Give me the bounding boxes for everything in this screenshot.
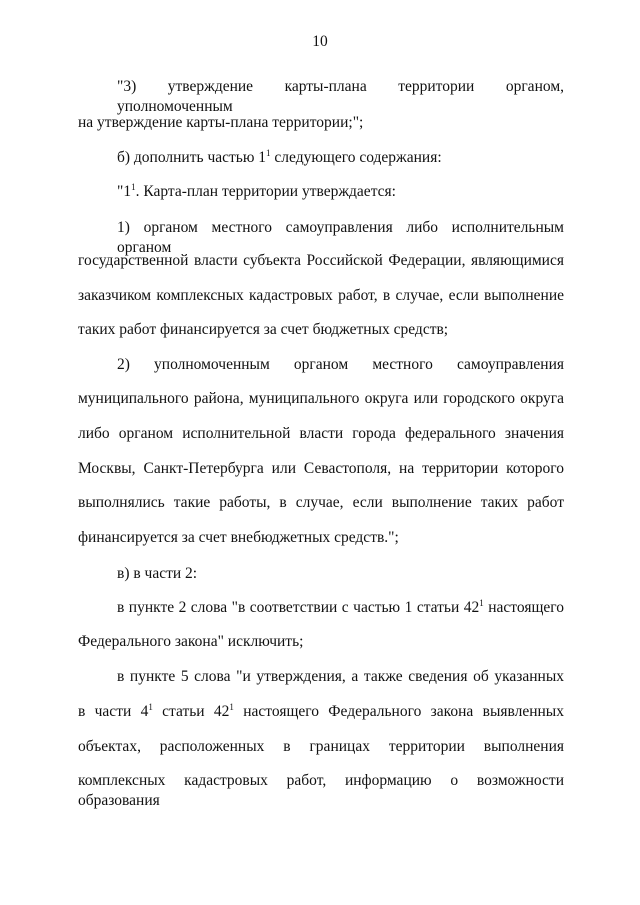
text-line-14: финансируется за счет внебюджетных средств."; [78, 529, 399, 546]
text-line-11: либо органом исполнительной власти города федерального значения [78, 425, 564, 442]
text-line-7: заказчиком комплексных кадастровых работ, в случае, если выполнение [78, 287, 564, 304]
text-line-10: муниципального района, муниципального округа или городского округа [78, 390, 564, 407]
text-line-4: "$1^1$. Карта-план территории утверждается: [117, 182, 396, 200]
text-line-8: таких работ финансируется за счет бюджетных средств; [78, 321, 449, 338]
text-line-6: государственной власти субъекта Российской Федерации, являющимися [78, 252, 564, 269]
text-line-18: в пункте 5 слова "и утверждения, а также сведения об указанных [117, 668, 564, 685]
text-line-15: в) в части 2: [117, 565, 198, 582]
text-line-13: выполнялись такие работы, в случае, если выполнение таких работ [78, 494, 564, 511]
text-line-3: б) дополнить частью $1^1$ следующего содержания: [117, 148, 442, 166]
text-line-17: Федерального закона" исключить; [78, 633, 304, 650]
page-number: 10 [312, 33, 328, 50]
text-line-2: на утверждение карты-плана территории;"; [78, 114, 364, 131]
text-line-21: комплексных кадастровых работ, информацию о возможности образования [78, 772, 564, 809]
text-line-16: в пункте 2 слова "в соответствии с частью 1 статьи $42^1$ настоящего [117, 598, 564, 616]
text-line-19: в части $4^1$ статьи $42^1$ настоящего Федерального закона выявленных [78, 702, 564, 720]
text-line-12: Москвы, Санкт-Петербурга или Севастополя, на территории которого [78, 460, 564, 477]
text-line-1: "3) утверждение карты-плана территории органом, уполномоченным [117, 78, 564, 115]
text-line-5: 1) органом местного самоуправления либо исполнительным органом [117, 219, 564, 256]
text-line-9: 2) уполномоченным органом местного самоуправления [117, 356, 564, 373]
text-line-20: объектах, расположенных в границах территории выполнения [78, 738, 564, 755]
